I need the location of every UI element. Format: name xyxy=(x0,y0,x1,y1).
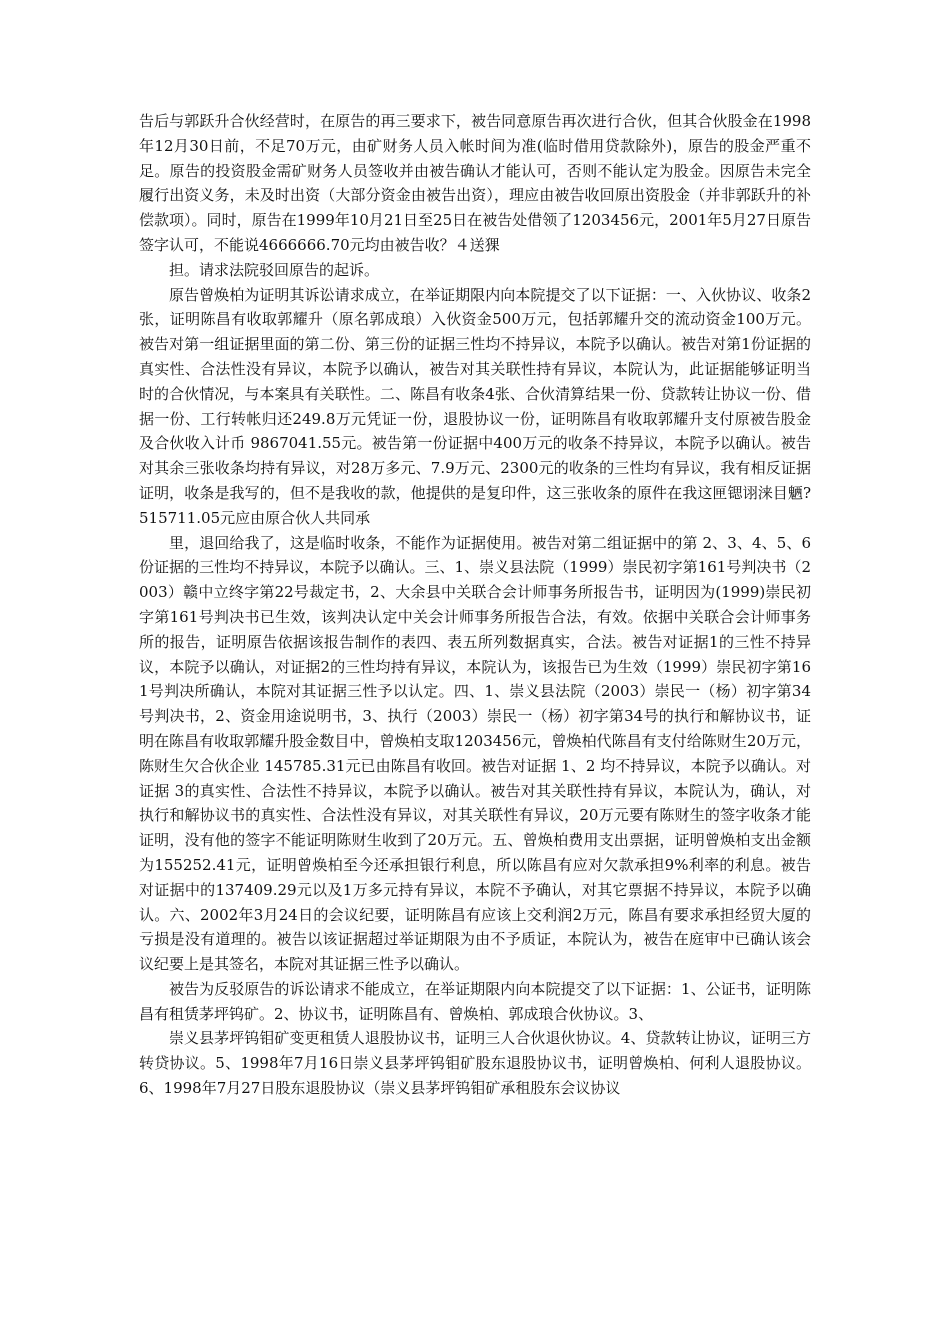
paragraph-1: 告后与郭跃升合伙经营时，在原告的再三要求下，被告同意原告再次进行合伙，但其合伙股金在1998年12月30日前，不足70万元，由矿财务人员入帐时间为准(临时借用贷款除外)，原告的股金严重不足。原告的投资股金需矿财务人员签收并由被告确认才能认可，否则不能认定为股金。因原告未完全履行出资义务，未及时出资（大部分资金由被告出资），理应由被告收回原出资股金（并非郭跃升的补偿款项）。同时，原告在1999年10月21日至25日在被告处借领了1203456元，2001年5月27日原告签字认可，不能说4666666.70元均由被告收？４送猓 xyxy=(139,112,811,254)
paragraph-3: 原告曾焕柏为证明其诉讼请求成立，在举证期限内向本院提交了以下证据：一、入伙协议、收条2张，证明陈昌有收取郭耀升（原名郭成琅）入伙资金500万元，包括郭耀升交的流动资金100万元。被告对第一组证据里面的第二份、第三份的证据三性均不持异议，本院予以确认。被告对第1份证据的真实性、合法性没有异议，本院予以确认，被告对其关联性持有异议，本院认为，此证据能够证明当时的合伙情况，与本案具有关联性。二、陈昌有收条4张、合伙清算结果一份、贷款转让协议一份、借据一份、工行转帐归还249.8万元凭证一份，退股协议一份，证明陈昌有收取郭耀升支付原被告股金及合伙收入计币 9867041.55元。被告第一份证据中400万元的收条不持异议，本院予以确认。被告对其余三张收条均持有异议，对28万多元、7.9万元、2300元的收条的三性均有异议，我有相反证据证明，收条是我写的，但不是我收的款，他提供的是复印件，这三张收条的原件在我这匣锶诩涞目魉?515711.05元应由原合伙人共同承 xyxy=(139,285,811,527)
paragraph-4: 里，退回给我了，这是临时收条，不能作为证据使用。被告对第二组证据中的第 2、3、4、5、6份证据的三性均不持异议，本院予以确认。三、1、崇义县法院（1999）崇民初字第161号判决书（2003）赣中立终字第22号裁定书，2、大余县中关联合会计师事务所报告书，证明因为(1999)崇民初字第161号判决书已生效，该判决认定中关会计师事务所报告合法，有效。依据中关联合会计师事务所的报告，证明原告依据该报告制作的表四、表五所列数据真实，合法。被告对证据1的三性不持异议，本院予以确认，对证据2的三性均持有异议，本院认为，该报告已为生效（1999）崇民初字第161号判决所确认，本院对其证据三性予以认定。四、1、崇义县法院（2003）崇民一（杨）初字第34号判决书，2、资金用途说明书，3、执行（2003）崇民一（杨）初字第34号的执行和解协议书，证明在陈昌有收取郭耀升股金数目中，曾焕柏支取1203456元，曾焕柏代陈昌有支付给陈财生20万元，陈财生欠合伙企业 145785.31元已由陈昌有收回。被告对证据 1、2 均不持异议，本院予以确认。对证据 3的真实性、合法性不持异议，本院予以确认。被告对其关联性持有异议，本院认为，确认，对执行和解协议书的真实性、合法性没有异议，对其关联性有异议，20万元要有陈财生的签字收条才能证明，没有他的签字不能证明陈财生收到了20万元。五、曾焕柏费用支出票据，证明曾焕柏支出金额为155252.41元，证明曾焕柏至今还承担银行利息，所以陈昌有应对欠款承担9%利率的利息。被告对证据中的137409.29元以及1万多元持有异议，本院不予确认，对其它票据不持异议，本院予以确认。六、2002年3月24日的会议纪要，证明陈昌有应该上交利润2万元，陈昌有要求承担经贸大厦的亏损是没有道理的。被告以该证据超过举证期限为由不予质证，本院认为，被告在庭审中已确认该会议纪要上是其签名，本院对其证据三性予以确认。 xyxy=(139,533,811,974)
paragraph-5: 被告为反驳原告的诉讼请求不能成立，在举证期限内向本院提交了以下证据：1、公证书，证明陈昌有租赁茅坪钨矿。2、协议书，证明陈昌有、曾焕柏、郭成琅合伙协议。3、 xyxy=(139,979,811,1023)
paragraph-6: 崇义县茅坪钨钼矿变更租赁人退股协议书，证明三人合伙退伙协议。4、贷款转让协议，证明三方转贷协议。5、1998年7月16日崇义县茅坪钨钼矿股东退股协议书，证明曾焕柏、何利人退股协议。6、1998年7月27日股东退股协议（崇义县茅坪钨钼矿承租股东会议协议 xyxy=(139,1029,811,1098)
paragraph-2: 担。请求法院驳回原告的起诉。 xyxy=(169,260,380,279)
document-body xyxy=(139,109,811,1101)
